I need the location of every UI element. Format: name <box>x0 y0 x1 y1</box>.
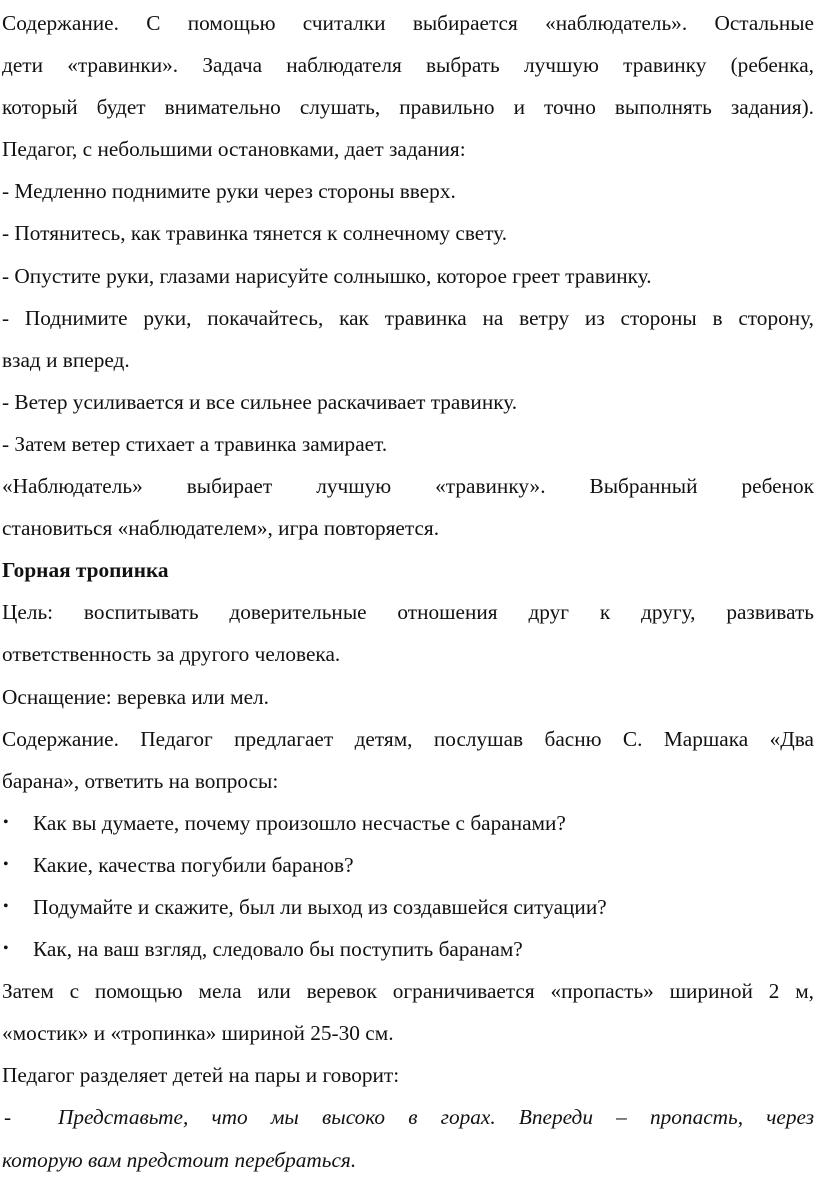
bullet-icon: • <box>3 813 9 831</box>
paragraph-line: Педагог разделяет детей на пары и говорит: <box>2 1063 400 1088</box>
speech-line <box>2 1096 814 1138</box>
paragraph-line: Затем с помощью мела или веревок ограничивается «пропасть» шириной 2 м, <box>2 979 814 1004</box>
speech-line: которую вам предстоит перебраться. <box>2 1147 357 1172</box>
question-text: Какие, качества погубили баранов? <box>33 852 354 877</box>
paragraph-line: Содержание. С помощью считалки выбирается «наблюдатель». Остальные <box>2 11 814 35</box>
paragraph-line: который будет внимательно слушать, правильно и точно выполнять задания). <box>2 95 814 120</box>
equipment-line: Оснащение: веревка или мел. <box>2 684 269 709</box>
task-line: - Медленно поднимите руки через стороны вверх. <box>2 179 456 204</box>
paragraph-line: Педагог, с небольшими остановками, дает задания: <box>2 137 466 162</box>
question-text: Как вы думаете, почему произошло несчастье с баранами? <box>33 810 566 835</box>
question-item <box>2 844 814 886</box>
paragraph-line: «мостик» и «тропинка» шириной 25-30 см. <box>2 1021 394 1046</box>
task-line: - Опустите руки, глазами нарисуйте солнышко, которое греет травинку. <box>2 263 652 288</box>
goal-line: Цель: воспитывать доверительные отношения друг к другу, развивать <box>2 600 814 625</box>
task-line: - Затем ветер стихает а травинка замирает. <box>2 431 388 456</box>
paragraph-line: дети «травинки». Задача наблюдателя выбрать лучшую травинку (ребенка, <box>2 53 814 78</box>
task-line: - Потянитесь, как травинка тянется к солнечному свету. <box>2 221 508 246</box>
task-line: - Ветер усиливается и все сильнее раскачивает травинку. <box>2 389 518 414</box>
question-item <box>2 886 814 928</box>
bullet-icon: • <box>3 855 9 873</box>
section-heading: Горная тропинка <box>2 558 169 583</box>
question-text: Подумайте и скажите, был ли выход из создавшейся ситуации? <box>33 894 607 919</box>
task-line: - Поднимите руки, покачайтесь, как травинка на ветру из стороны в сторону, <box>2 305 814 330</box>
question-text: Как, на ваш взгляд, следовало бы поступить баранам? <box>33 937 523 962</box>
dash-mark: - <box>4 1105 12 1130</box>
content-line: барана», ответить на вопросы: <box>2 768 279 793</box>
paragraph-line: «Наблюдатель» выбирает лучшую «травинку». Выбранный ребенок <box>2 474 814 499</box>
question-item <box>2 928 814 970</box>
task-line: взад и вперед. <box>2 347 130 372</box>
question-item <box>2 802 814 844</box>
paragraph-line: становиться «наблюдателем», игра повторяется. <box>2 516 440 541</box>
content-line: Содержание. Педагог предлагает детям, послушав басню С. Маршака «Два <box>2 726 814 751</box>
document-page <box>2 2 814 1181</box>
goal-line: ответственность за другого человека. <box>2 642 341 667</box>
speech-text: Представьте, что мы высоко в горах. Впереди – пропасть, через <box>58 1105 814 1130</box>
bullet-icon: • <box>3 940 9 958</box>
bullet-icon: • <box>3 897 9 915</box>
